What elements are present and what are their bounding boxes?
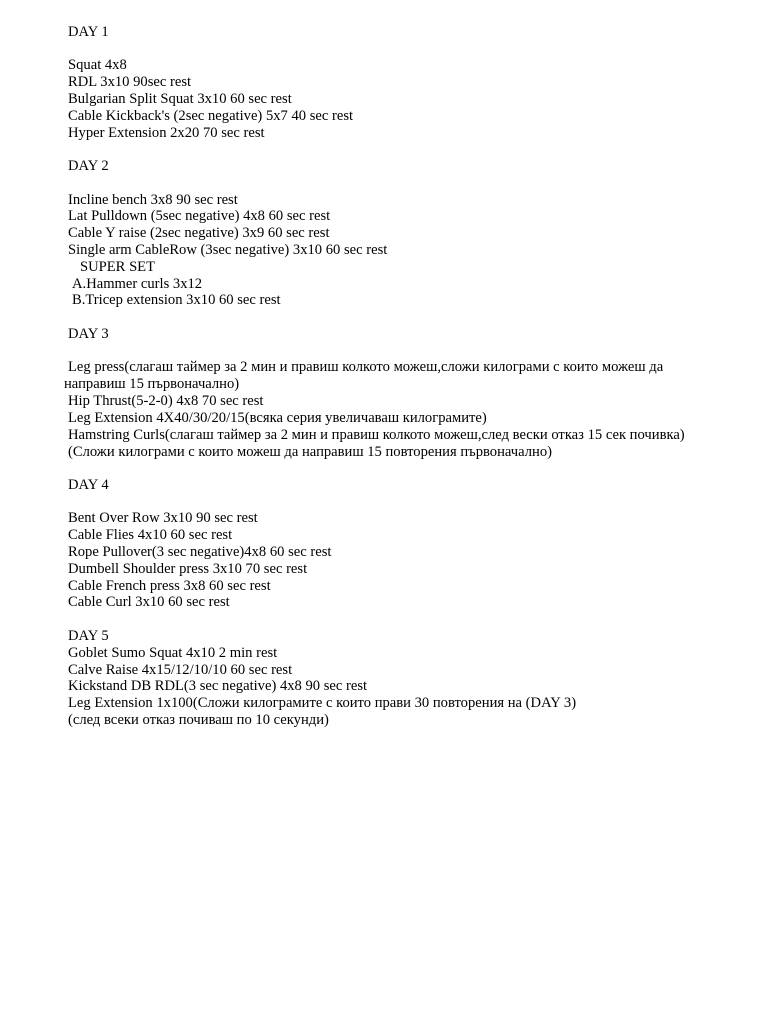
exercise-line: B.Tricep extension 3x10 60 sec rest (72, 292, 281, 308)
day-heading: DAY 2 (68, 158, 109, 174)
exercise-line: (Сложи килограми с които можеш да направиш 15 повторения първоначално) (68, 444, 552, 460)
exercise-line: Rope Pullover(3 sec negative)4x8 60 sec rest (68, 544, 332, 560)
exercise-line: Lat Pulldown (5sec negative) 4x8 60 sec rest (68, 208, 331, 224)
exercise-line: Leg press(слагаш таймер за 2 мин и правиш колкото можеш,сложи килограми с които можеш да (68, 359, 664, 375)
exercise-line: Cable Curl 3x10 60 sec rest (68, 594, 230, 610)
superset-heading: SUPER SET (80, 259, 156, 275)
day-heading: DAY 1 (68, 24, 109, 40)
exercise-line: Cable Y raise (2sec negative) 3x9 60 sec rest (68, 225, 330, 241)
exercise-line: RDL 3x10 90sec rest (68, 74, 192, 90)
exercise-line: Kickstand DB RDL(3 sec negative) 4x8 90 sec rest (68, 678, 368, 694)
exercise-line: Cable Flies 4x10 60 sec rest (68, 527, 233, 543)
exercise-line: Bent Over Row 3x10 90 sec rest (68, 510, 258, 526)
day-heading: DAY 5 (68, 628, 109, 644)
exercise-line: Hamstring Curls(слагаш таймер за 2 мин и правиш колкото можеш,след вески отказ 15 сек почивка) (68, 427, 685, 443)
exercise-line: Goblet Sumo Squat 4x10 2 min rest (68, 645, 278, 661)
day-heading: DAY 4 (68, 477, 109, 493)
exercise-line: Calve Raise 4x15/12/10/10 60 sec rest (68, 662, 293, 678)
exercise-line: Hyper Extension 2x20 70 sec rest (68, 125, 265, 141)
exercise-line: A.Hammer curls 3x12 (72, 276, 203, 292)
exercise-line: направиш 15 първоначално) (64, 376, 240, 392)
exercise-line: Incline bench 3x8 90 sec rest (68, 192, 238, 208)
exercise-line: Leg Extension 4X40/30/20/15(всяка серия увеличаваш килограмите) (68, 410, 487, 426)
exercise-line: Hip Thrust(5-2-0) 4x8 70 sec rest (68, 393, 264, 409)
exercise-line: Dumbell Shoulder press 3x10 70 sec rest (68, 561, 308, 577)
exercise-line: Cable Kickback's (2sec negative) 5x7 40 sec rest (68, 108, 354, 124)
day-heading: DAY 3 (68, 326, 109, 342)
exercise-line: Cable French press 3x8 60 sec rest (68, 578, 271, 594)
exercise-line: Single arm CableRow (3sec negative) 3x10 60 sec rest (68, 242, 388, 258)
exercise-line: Leg Extension 1x100(Сложи килограмите с които прави 30 повторения на (DAY 3) (68, 695, 577, 711)
exercise-line: (след всеки отказ почиваш по 10 секунди) (68, 712, 329, 728)
exercise-line: Squat 4x8 (68, 57, 127, 73)
exercise-line: Bulgarian Split Squat 3x10 60 sec rest (68, 91, 292, 107)
